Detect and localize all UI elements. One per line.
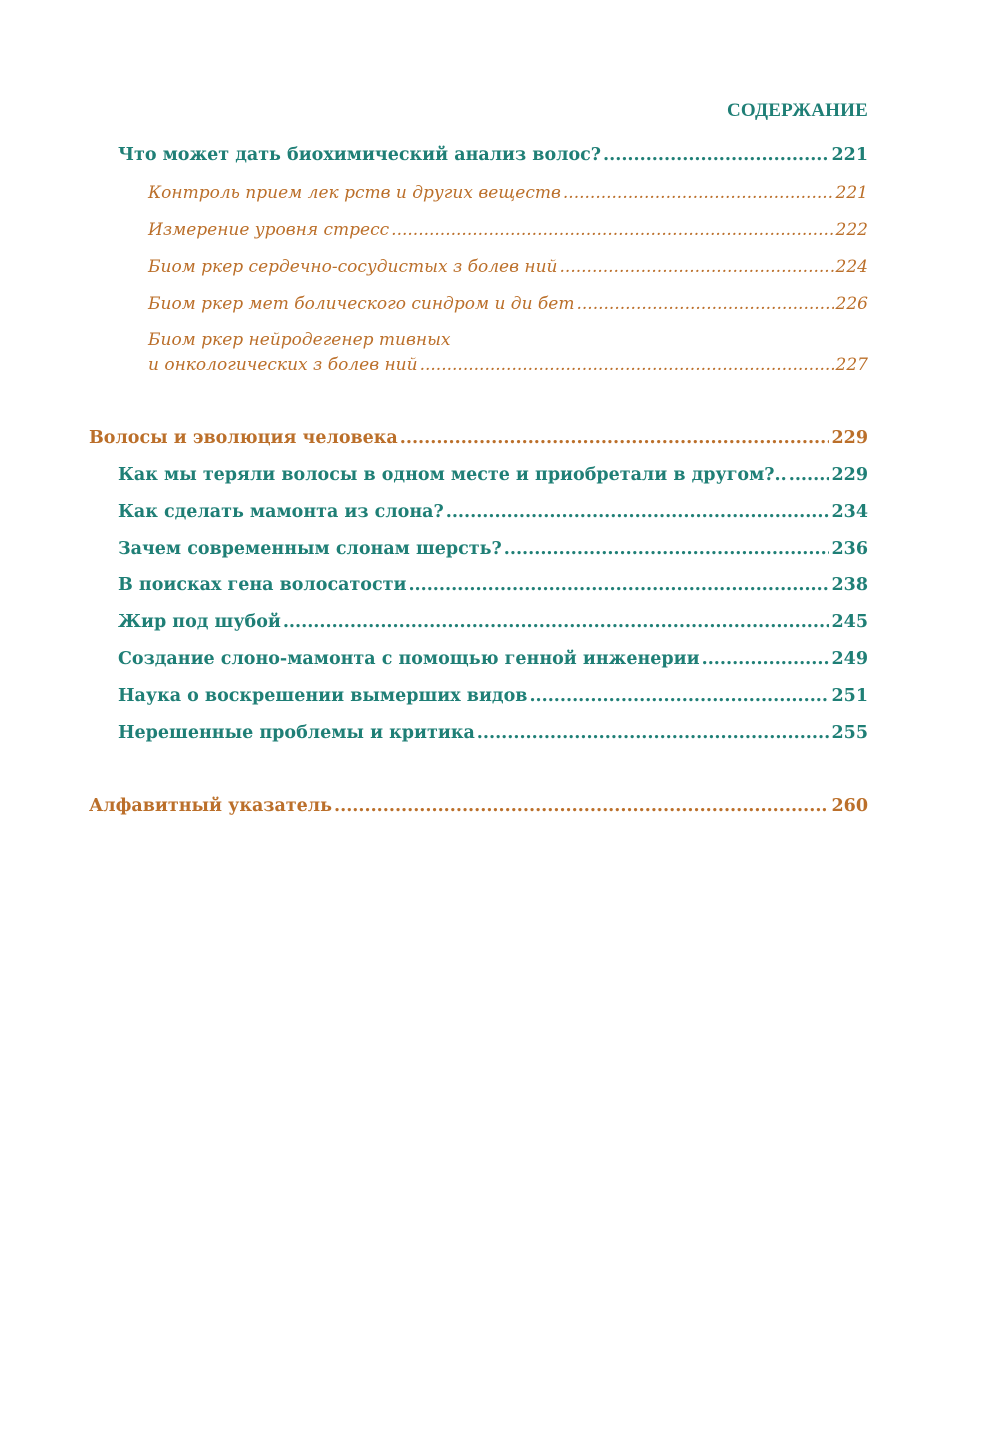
dot-leader (334, 796, 829, 816)
toc-entry-title: В поисках гена волосатости (118, 575, 407, 595)
dot-leader (789, 465, 830, 485)
toc-subentry[interactable] (148, 183, 868, 203)
toc-entry[interactable] (118, 502, 868, 522)
dot-leader (283, 612, 830, 632)
toc-entry[interactable] (118, 465, 868, 485)
toc-entry[interactable] (118, 723, 868, 743)
dot-leader (420, 355, 834, 375)
toc-entry-title: Нерешенные проблемы и критика (118, 723, 475, 743)
dot-leader (563, 183, 834, 203)
toc-entry-title: Что может дать биохимический анализ волос? (118, 145, 602, 165)
toc-subentry[interactable] (148, 257, 868, 277)
page-header: СОДЕРЖАНИЕ (727, 100, 868, 121)
dot-leader (577, 294, 834, 314)
dot-leader (529, 686, 829, 706)
toc-entry-title: Волосы и эволюция человека (89, 428, 398, 448)
dot-leader (603, 145, 829, 165)
toc-entry-page: 224 (835, 257, 868, 277)
toc-entry-page: 229 (831, 465, 868, 485)
toc-entry-title: и онкологических з болев ний (148, 355, 418, 375)
toc-entry[interactable] (118, 539, 868, 559)
dot-leader (446, 502, 830, 522)
toc-entry-title: Как сделать мамонта из слона? (118, 502, 444, 522)
toc-entry-title: Наука о воскрешении вымерших видов (118, 686, 528, 706)
dot-leader (702, 649, 830, 669)
toc-entry[interactable] (118, 575, 868, 595)
toc-entry-title: Алфавитный указатель (89, 796, 333, 816)
toc-entry-page: 249 (831, 649, 868, 669)
dot-leader (400, 428, 830, 448)
toc-entry-title: Создание слоно-мамонта с помощью генной инженерии (118, 649, 700, 669)
toc-entry-page: 255 (831, 723, 868, 743)
toc-entry-title: Измерение уровня стресс (148, 220, 390, 240)
toc-entry-page: 226 (835, 294, 868, 314)
toc-chapter[interactable] (89, 428, 868, 448)
toc-entry-page: 260 (831, 796, 868, 816)
toc-entry-title: Зачем современным слонам шерсть? (118, 539, 502, 559)
toc-entry-page: 251 (831, 686, 868, 706)
toc-entry-page: 222 (835, 220, 868, 240)
toc-entry-page: 221 (835, 183, 868, 203)
toc-entry[interactable] (118, 649, 868, 669)
toc-entry-title: Контроль прием лек рств и других веществ (148, 183, 561, 203)
toc-subentry[interactable] (148, 355, 868, 375)
toc-entry[interactable] (118, 686, 868, 706)
toc-entry[interactable] (118, 612, 868, 632)
toc-entry[interactable] (118, 145, 868, 165)
dot-leader (504, 539, 830, 559)
toc-subentry-title-line1[interactable]: Биом ркер нейродегенер тивных (148, 330, 451, 350)
toc-entry-page: 245 (831, 612, 868, 632)
toc-entry-page: 221 (831, 145, 868, 165)
toc-subentry[interactable] (148, 294, 868, 314)
dot-leader (477, 723, 830, 743)
dot-leader (408, 575, 829, 595)
toc-chapter[interactable] (89, 796, 868, 816)
toc-entry-page: 227 (835, 355, 868, 375)
dot-leader (391, 220, 833, 240)
toc-subentry[interactable] (148, 220, 868, 240)
toc-entry-page: 238 (831, 575, 868, 595)
toc-entry-title: Жир под шубой (118, 612, 281, 632)
toc-entry-title: Как мы теряли волосы в одном месте и приобретали в другом?.. (118, 465, 787, 485)
toc-entry-title: Биом ркер мет болического синдром и ди бет (148, 294, 575, 314)
toc-entry-page: 234 (831, 502, 868, 522)
dot-leader (560, 257, 834, 277)
toc-entry-page: 229 (831, 428, 868, 448)
toc-entry-title: Биом ркер сердечно-сосудистых з болев ний (148, 257, 558, 277)
toc-entry-page: 236 (831, 539, 868, 559)
